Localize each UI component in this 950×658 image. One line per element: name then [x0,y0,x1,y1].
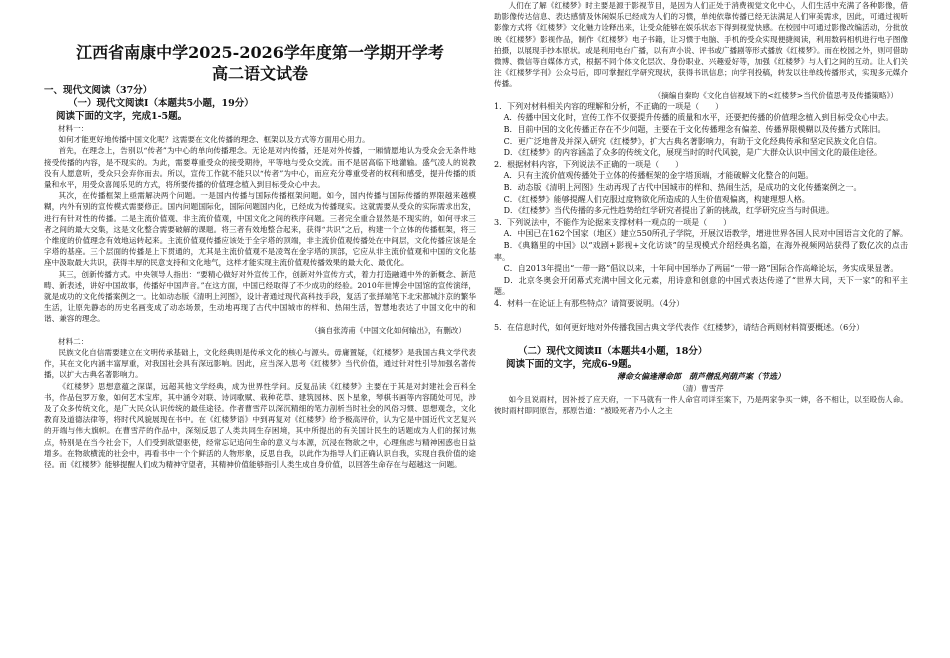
material2-paragraph: 民族文化自信需要建立在文明传承基础上，文化经典则是传承文化的核心与源头。毋庸置疑，《红楼梦》是我国古典文学代表作，其在文化内涵丰富厚重，对我国社会具有深远影响。因此，应当深入思考《红楼梦》当代价值，通过针对性引导加强名著传播，以扩大古典名著影响力。 [44,348,476,380]
material2-paragraph-continued: 人们在了解《红楼梦》时主要是源于影视节目，是因为人们正处于消费视觉文化中心，人们生活中充满了各种影像，借助影像传达信息、表达感情及休闲娱乐已经成为人们的习惯，单纯依靠传播已经无法满足人们审美需求，因此，可通过视听影像方式将《红楼梦》文化魅力诠释出来，让受众能够在娱乐状态下得到视觉快感。在校园中可通过影像改编活动，分批放映《红楼梦》影视作品，制作《红楼梦》电子书籍，让习惯于电脑、手机的受众实现便捷阅读，利用数码相机进行电子图像拍摄，以展现手抄本原状。或是利用电台广播，以有声小说、评书或广播剧等形式播放《红楼梦》。而在校园之外，则可借助微博、微信等自媒体方式，根据不同个体文化层次、身份职业、兴趣爱好等，加强《红楼梦》与人们之间的互动。让人们关注《红楼梦学刊》公众号后，即可掌握红学研究现状，获得书讯信息；向学刊投稿，转发以往单线传播形式，实现多元媒介传播。 [494,1,908,89]
passage-author: （清）曹雪芹 [678,383,724,393]
exam-title-line2: 高二语文试卷 [211,64,308,83]
reading2-heading: （二）现代文阅读Ⅱ（本题共4小题，18分） [518,346,708,358]
question-4-stem: 4．材料一在论证上有那些特点？请简要说明。（4分） [494,298,685,308]
left-column [44,0,476,470]
question-5-stem: 5．在信息时代，如何更好地对外传播我国古典文学代表作《红楼梦》，请结合两则材料简要概述。（6分） [494,322,865,332]
material2-label: 材料二： [58,336,89,346]
material2-source: （摘编自秦昀《文化自信视域下的<红楼梦>当代价值思考及传播策略》） [653,90,898,100]
material1-paragraph: 其三，创新传播方式。中央领导人指出：“要精心做好对外宣传工作，创新对外宣传方式，着力打造融通中外的新概念、新范畴、新表述，讲好中国故事，传播好中国声音。”在这方面，中国已经取得了不少成功的经验。2010年世博会中国馆的宣传演绎，就是成功的文化传播案例之一。比如动态版《清明上河图》，设计者通过现代高科技手段，复活了张择端笔下北宋都城汴京的繁华生活，让原先静态的历史名画变成了动态场景，生动地再现了古代中国城市的样和、热闹生活，智慧地表达了中国文化中的和谐、兼容的理念。 [44,269,476,324]
material1-paragraph: 其次，在传播框架上亟需解决两个问题。一是国内传播与国际传播框架问题。如今，国内传播与国际传播的界限越来越模糊，内外有别的宣传模式需要修正。国内问题国际化，国际问题国内化，已经成为传播现实。这就需要从受众的实际需求出发，进行有针对性的传播。二是主流价值观、非主流价值观，中国文化之间的秩序问题。三者完全重合显然是不现实的，如何寻求三者之间的最大交集，这是文化整合需要破解的课题。将三者有效地整合起来，获得“共识”之后，构建一个立体的传播框架，将三个维度的价值理念有效地运转起来。主流价值观传播应该处于全字塔的顶端，非主流价值观传播处在中间层，文化传播应该是全字塔的基座。三个层面的传播是上下贯通的，尤其是主流价值观不是凌驾在金字塔的顶部，它应从非主流价值观和中国的文化基座中汲取最大共识，获得丰厚的民意支持和文化地气，这样才能实现主流价值观传播效果的最大化、最优化。 [44,191,476,268]
question-1-option: B．目前中国的文化传播正存在不少问题，主要在于文化传播理念有偏差、传播界限模糊以及传播方式陈旧。 [503,125,886,135]
reading1-heading: （一）现代文阅读Ⅰ（本题共5小题，19分） [68,98,254,109]
material1-paragraph: 如何才能更好地传播中国文化呢？这需要在文化传播的理念、框架以及方式等方面用心用力。 [58,135,370,145]
question-1-option: A．传播中国文化时，宣传工作不仅要提升传播的质量和水平，还要把传播的价值理念植入到目标受众心中去。 [503,113,894,123]
reading1-instruction: 阅读下面的文字，完成1-5题。 [56,111,188,122]
question-2-option: C．《红楼梦》能够提醒人们克服过度物欲化所造成的人生价值观偏离，构建理想人格。 [503,194,810,204]
material1-source: （摘自张涛甫《中国文化如何输出》，有删改） [310,325,466,335]
question-2-option: B．动态版《清明上河图》生动再现了古代中国城市的样和、热闹生活，是成功的文化传播案例之一。 [503,182,862,192]
section1-heading: 一、现代文阅读（37分） [44,85,153,96]
question-1-stem: 1．下列对材料相关内容的理解和分析，不正确的一项是（ ） [494,101,724,111]
material1-paragraph: 首先，在理念上，告别以“传者”为中心的单向传播理念。无论是对内传播，还是对外传播，一厢情愿地认为受众会无条件地接受传播的内容，是不现实的。为此，需要尊重受众的接受期待，平等地与受众交流。而不是居高临下地灌输。盛气凌人的说教没有人愿意听，受众只会弃你而去。所以，宣传工作就不能只以“传者”为中心，而应充分尊重受者的权利和感受，提升传播的质量和水平，用受众喜闻乐见的方式，将所要传播的价值理念植入到目标受众心中去。 [44,146,476,190]
passage-title: 薄命女偏逢薄命郎 葫芦僧乱判葫芦案（节选） [617,371,785,382]
question-1-option: D．《红楼梦》的内容涵盖了众多的传统文化，展现当时的时代风貌，是广大群众认识中国文化的最佳途径。 [503,148,883,158]
question-3-option: A．中国已在162个国家（地区）建立550所孔子学院，开展汉语教学，增进世界各国人民对中国语言文化的了解。 [503,229,908,239]
question-2-option: A．只有主流价值观传播处于立体的传播框架的金字塔顶端，才能破解文化整合的问题。 [503,171,814,181]
material1-label: 材料一： [58,124,89,133]
material2-paragraph: 《红楼梦》思想意蕴之深谋，远超其他文学经典，成为世界性学问。反复品读《红楼梦》主要在于其是对封建社会百科全书，作品包罗万象，如何艺术宝库，其中涵令对联、诗词歌赋、栽种花草、建筑园林、医卜星象，琴棋书画等内容随处可见，涉及了众多传统文化，是广大民众认识传统的最佳途径。作者曹雪芹以深沉精细的笔力剖析当时社会的风俗习惯、思想观念，文化教育及道德法律等，将时代风貌展现在书中。在《红楼梦语》中到再复对《红楼梦》给予极高评价，认为它是中国近代文艺复兴的开端与伟大旗帜。在曹雪芹的作品中，深刻反思了人类共同生存困境，其中所提出的有关国计民生的话题成为人们的探讨焦点，特别是在当今社会下，人们受到欲望驱使，经常忘记追问生命的意义与本源，沉浸在物欲之中，心理焦虑与精神困惑也日益增多。在物欲横流的社会中，再看书中一个个鲜活的人物形象，反思自我，以此作为指导人们正确认识自我，实现自我价值的途径。而《红楼梦》能够提醒人们成为精神守望者，其精神价值能够指引人类生成自身价值，以回答生命存在与超越这一问题。 [44,381,476,470]
question-3-option: D．北京冬奥会开闭幕式充满中国文化元素，用诗意和创意的中国式表达传递了“世界大同，天下一家”的和平主题。 [494,275,908,297]
question-3-stem: 3．下列说法中，不能作为论据来支撑材料一观点的一项是（ ） [494,217,732,227]
question-1-option: C．更广泛地普及并深入研究《红楼梦》，扩大古典名著影响力，有助于文化经典传承和坚定民族文化自信。 [503,136,882,146]
question-3-option: B．《典籍里的中国》以“戏剧+影视+文化访谈”的呈现模式介绍经典名篇，在海外视频网站获得了数亿次的点击率。 [494,240,908,262]
right-column [494,0,908,416]
reading2-instruction: 阅读下面的文字，完成6-9题。 [506,359,638,371]
question-3-option: C．自2013年提出“一带一路”倡议以来，十年间中国举办了两届“一带一路”国际合作高峰论坛，务实成果显著。 [503,264,899,274]
question-2-stem: 2．根据材料内容，下列说法不正确的一项是（ ） [494,159,684,169]
question-2-option: D．《红楼梦》当代传播的多元性趋势给红学研究者提出了新的挑战，红学研究应当与时俱进。 [503,206,835,216]
exam-title-line1: 江西省南康中学2025-2026学年度第一学期开学考 [76,43,444,62]
passage-paragraph: 如今且说雨村，因补授了应天府，一下马就有一件人命官司详至案下，乃是两家争买一婢，各不相让，以至殴伤人命。彼时雨村即同原告，那原告道：“被殴死者乃小人之主 [494,394,908,415]
